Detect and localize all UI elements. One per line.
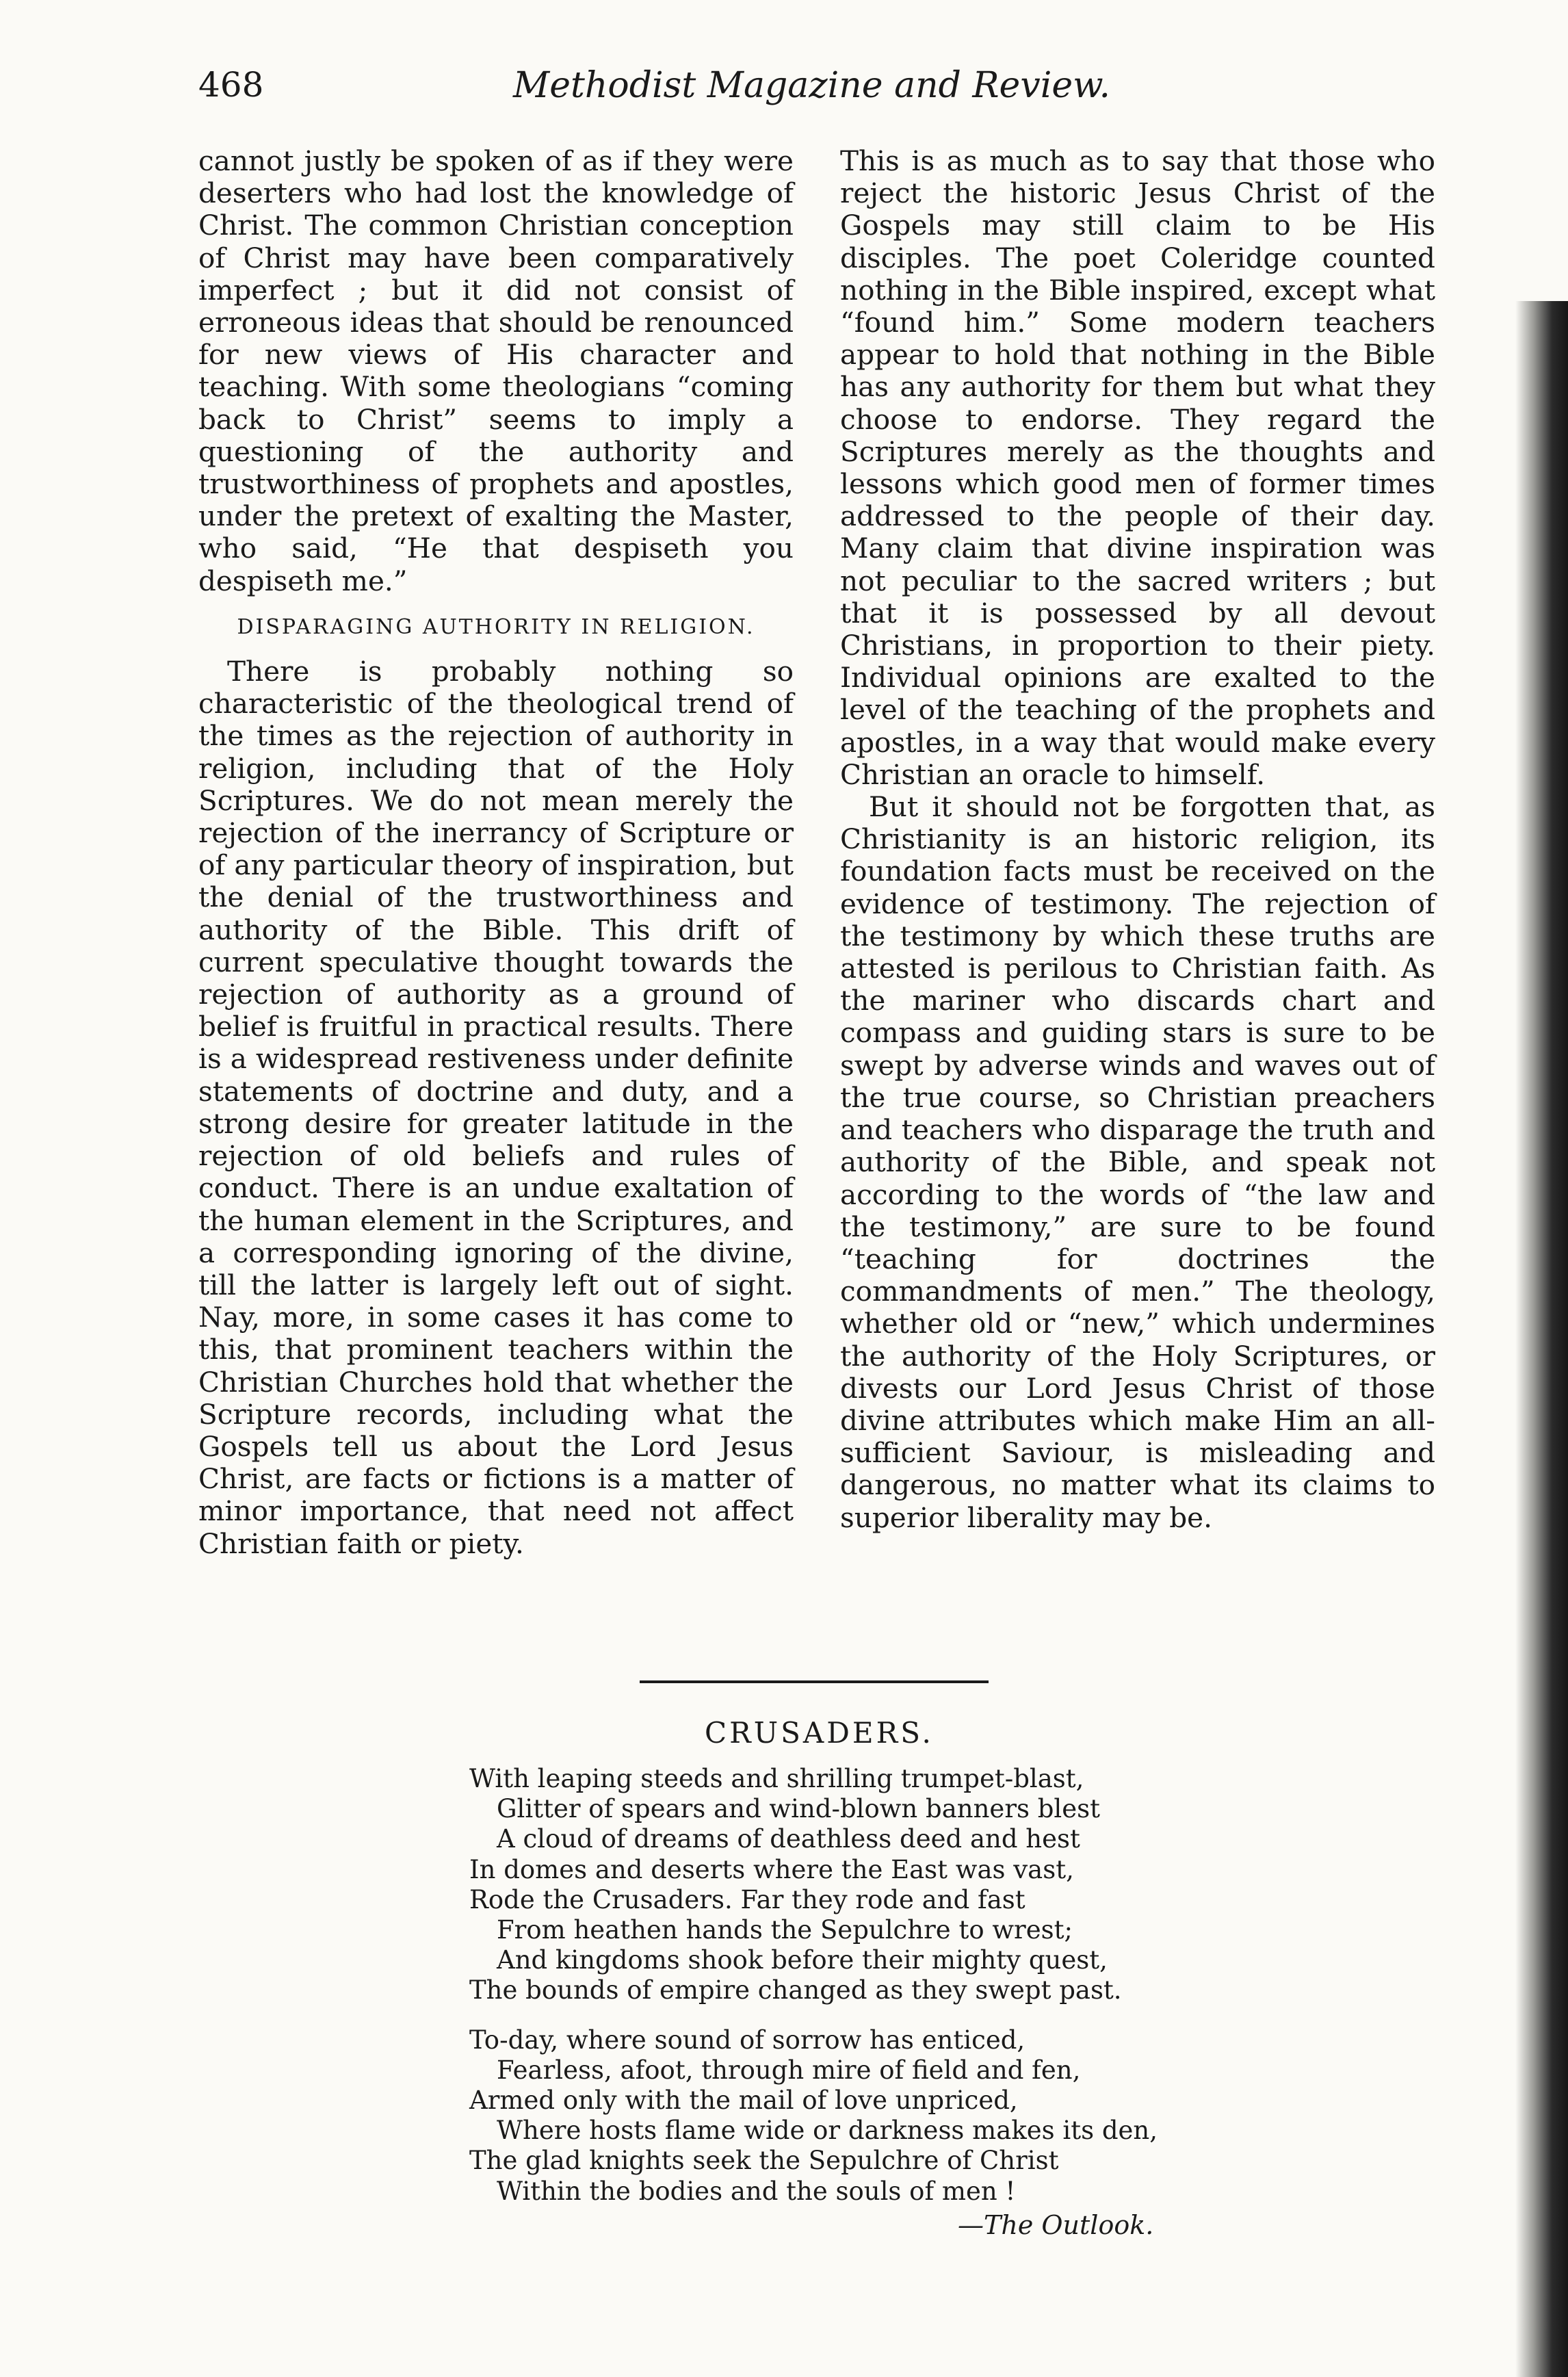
poem-title: CRUSADERS. <box>705 1716 934 1750</box>
section-divider <box>640 1680 989 1683</box>
stanza-1 <box>469 1764 1290 2006</box>
poem-attribution: —The Outlook. <box>958 2210 1154 2240</box>
main-paragraph: There is probably nothing so characteristic of the theological trend of the times as the rejection of authority in religion, including that of the Holy Scriptures. We do not mean merely the rejection of the inerrancy of Scripture or of any particular theory of inspiration, but the denial of the trustworthiness and authority of the Bible. This drift of current speculative thought towards the rejection of authority as a ground of belief is fruitful in practical results. There is a widespread restiveness under definite statements of doctrine and duty, and a strong desire for greater latitude in the rejection of old beliefs and rules of conduct. There is an undue exaltation of the human element in the Scriptures, and a corresponding ignoring of the divine, till the latter is largely left out of sight. Nay, more, in some cases it has come to this, that prominent teachers within the Christian Churches hold that whether the Scripture records, including what the Gospels tell us about the Lord Jesus Christ, are facts or fictions is a matter of minor importance, that need not affect Christian faith or piety. <box>198 655 794 1560</box>
page-header <box>198 65 1115 120</box>
poem-line: A cloud of dreams of deathless deed and hest <box>497 1824 1080 1854</box>
right-column <box>840 145 1435 1534</box>
stanza-2 <box>469 2025 1290 2207</box>
poem-line: Fearless, afoot, through mire of field and fen, <box>497 2055 1081 2085</box>
poem-line: Glitter of spears and wind-blown banners blest <box>497 1794 1101 1824</box>
poem-line: And kingdoms shook before their mighty quest, <box>497 1945 1108 1975</box>
poem-line: Armed only with the mail of love unpriced, <box>469 2086 1018 2116</box>
page-edge-shadow <box>1515 301 1568 2377</box>
poem <box>469 1764 1290 2226</box>
right-paragraph-1: This is as much as to say that those who reject the historic Jesus Christ of the Gospels may still claim to be His disciples. The poet Coleridge counted nothing in the Bible inspired, except what “found him.” Some modern teachers appear to hold that nothing in the Bible has any authority for them but what they choose to endorse. They regard the Scriptures merely as the thoughts and lessons which good men of former times addressed to the people of their day. Many claim that divine inspiration was not peculiar to the sacred writers ; but that it is possessed by all devout Christians, in proportion to their piety. Individual opinions are exalted to the level of the teaching of the prophets and apostles, in a way that would make every Christian an oracle to himself. <box>840 144 1435 791</box>
poem-line: Where hosts flame wide or darkness makes its den, <box>497 2116 1158 2146</box>
poem-line: Within the bodies and the souls of men ! <box>497 2176 1016 2206</box>
right-paragraph-2: But it should not be forgotten that, as Christianity is an historic religion, its foundation facts must be received on the evidence of testimony. The rejection of the testimony by which these truths are attested is perilous to Christian faith. As the mariner who discards chart and compass and guiding stars is sure to be swept by adverse winds and waves out of the true course, so Christian preachers and teachers who disparage the truth and authority of the Bible, and speak not according to the words of “the law and the testimony,” are sure to be found “teaching for doctrines the commandments of men.” The theology, whether old or “new,” which undermines the authority of the Holy Scriptures, or divests our Lord Jesus Christ of those divine attributes which make Him an all-sufficient Saviour, is misleading and dangerous, no matter what its claims to superior liberality may be. <box>840 790 1435 1534</box>
poem-line: In domes and deserts where the East was vast, <box>469 1854 1074 1884</box>
page-number: 468 <box>198 65 264 105</box>
section-heading: DISPARAGING AUTHORITY IN RELIGION. <box>237 614 755 639</box>
poem-line: From heathen hands the Sepulchre to wrest; <box>497 1915 1073 1945</box>
poem-line: The bounds of empire changed as they swept past. <box>469 1975 1122 2005</box>
poem-line: With leaping steeds and shrilling trumpet-blast, <box>469 1764 1084 1793</box>
poem-line: Rode the Crusaders. Far they rode and fast <box>469 1884 1025 1914</box>
left-column <box>198 145 794 1560</box>
poem-line: The glad knights seek the Sepulchre of Christ <box>469 2146 1059 2176</box>
poem-line: To-day, where sound of sorrow has enticed, <box>469 2025 1025 2055</box>
running-title: Methodist Magazine and Review. <box>513 65 1110 106</box>
intro-paragraph: cannot justly be spoken of as if they were deserters who had lost the knowledge of Christ. The common Christian conception of Christ may have been comparatively imperfect ; but it did not consist of erroneous ideas that should be renounced for new views of His character and teaching. With some theologians “coming back to Christ” seems to imply a questioning of the authority and trustworthiness of prophets and apostles, under the pretext of exalting the Master, who said, “He that despiseth you despiseth me.” <box>198 144 794 597</box>
